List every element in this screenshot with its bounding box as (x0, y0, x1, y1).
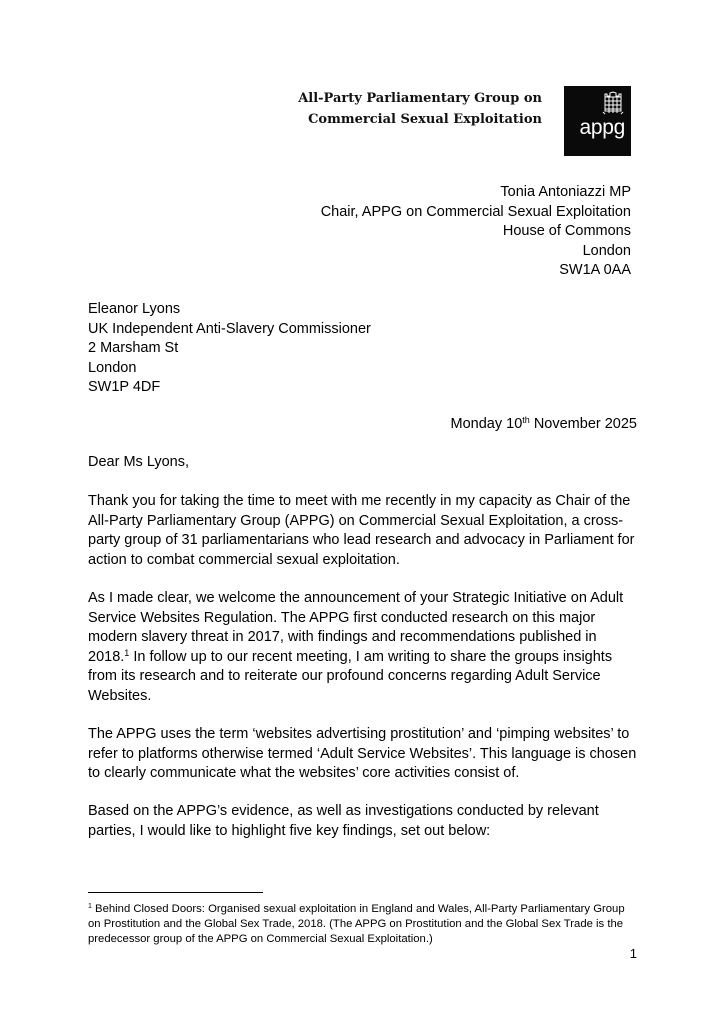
paragraph-4-text: Based on the APPG’s evidence, as well as investigations conducted by relevant parties, I would like to highlight five key findings, set out below: (88, 803, 599, 839)
sender-name: Tonia Antoniazzi MP (500, 184, 631, 200)
letter-date (451, 415, 637, 435)
paragraph-3-text: The APPG uses the term ‘websites advertising prostitution’ and ‘pimping websites’ to refer to platforms otherwise termed ‘Adult Service Websites’. This language is chosen to clearly communicate what the websites’ core activities consist of. (88, 726, 637, 781)
org-name-line-2: Commercial Sexual Exploitation (308, 112, 542, 127)
paragraph-2-part-2: In follow up to our recent meeting, I am writing to share the groups insights from its research and to reiterate our profound concerns regarding Adult Service Websites. (88, 648, 613, 704)
appg-logo (564, 86, 631, 156)
footnote-marker: 1 (88, 903, 92, 910)
footnote-separator (88, 892, 263, 893)
page-number: 1 (629, 946, 637, 961)
logo-text: appg (579, 116, 625, 139)
sender-postcode: SW1A 0AA (559, 262, 631, 278)
footnote-reference[interactable]: 1 (124, 647, 130, 658)
sender-city: London (582, 242, 631, 259)
recipient-city: London (88, 359, 137, 376)
recipient-title: UK Independent Anti-Slavery Commissioner (88, 320, 371, 337)
date-day: Monday 10 (450, 416, 523, 432)
paragraph-4 (88, 802, 640, 841)
recipient-address-block (88, 300, 371, 398)
recipient-postcode: SW1P 4DF (88, 379, 161, 395)
recipient-name: Eleanor Lyons (88, 301, 181, 317)
paragraph-3 (88, 725, 640, 784)
sender-title: Chair, APPG on Commercial Sexual Exploitation (320, 203, 631, 220)
portcullis-icon (602, 91, 624, 115)
date-month-year: November 2025 (529, 416, 637, 432)
sender-address-line: House of Commons (502, 223, 631, 239)
paragraph-2-part-1: As I made clear, we welcome the announcement of your Strategic Initiative on Adult Service Websites Regulation. The APPG first conducted research on this major modern slavery threat in 2017, with findings and recommendations published in 2018. (88, 590, 624, 665)
paragraph-1 (88, 492, 640, 570)
footnote-1 (88, 902, 640, 947)
letterhead-org-name (290, 88, 542, 130)
salutation-text: Dear Ms Lyons, (88, 454, 189, 470)
paragraph-1-text: Thank you for taking the time to meet with me recently in my capacity as Chair of the All-Party Parliamentary Group (APPG) on Commercial Sexual Exploitation, a cross-party group of 31 parliamentarians who lead research and advocacy in Parliament for action to combat commercial sexual exploitation. (88, 493, 635, 568)
footnote-text: Behind Closed Doors: Organised sexual exploitation in England and Wales, All-Party Parliamentary Group on Prostitution and the Global Sex Trade, 2018. (The APPG on Prostitution and the Global Sex Trade is the predecessor group of the APPG on Commercial Sexual Exploitation.) (88, 903, 625, 945)
salutation (88, 453, 640, 473)
sender-address-block (321, 183, 631, 281)
org-name-line-1: All-Party Parliamentary Group on (298, 91, 542, 106)
paragraph-2-text (88, 589, 640, 706)
date-ordinal-suffix: th (522, 415, 530, 425)
recipient-address-line: 2 Marsham St (88, 340, 179, 356)
paragraph-2 (88, 589, 640, 706)
